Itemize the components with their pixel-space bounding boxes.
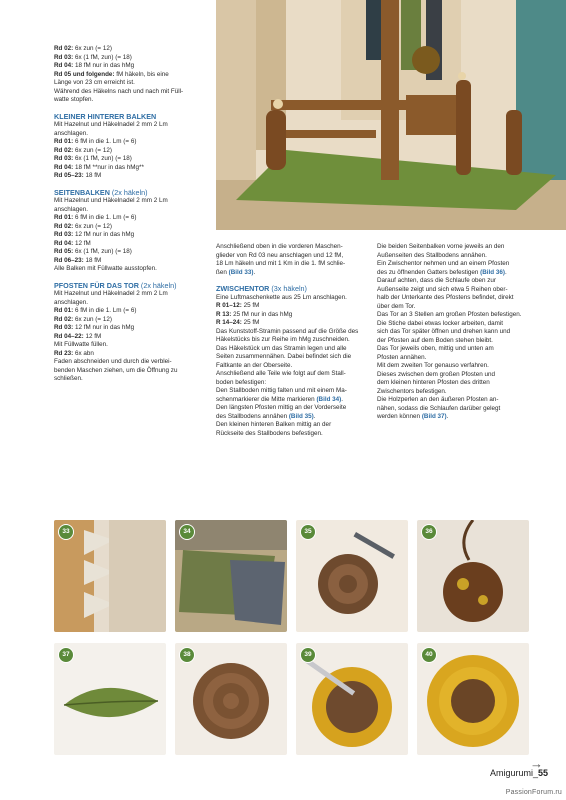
text-line xyxy=(54,206,183,215)
line-text: 12 fM nur in das hMg xyxy=(73,324,135,331)
row-label: Rd 03: xyxy=(54,155,74,162)
text-line xyxy=(377,379,521,388)
line-text: Das Kunststoff-Stramin passend auf die Größe des xyxy=(216,327,359,335)
text-line xyxy=(216,311,358,320)
photo-33 xyxy=(54,520,166,632)
text-line xyxy=(54,214,183,223)
text-line xyxy=(216,319,358,328)
text-line xyxy=(216,362,358,371)
line-text: Die Stiche dabei etwas locker arbeiten, damit xyxy=(377,319,504,327)
heading-zwischentor: ZWISCHENTOR (3x häkeln) xyxy=(216,284,307,293)
line-text: Mit dem zweiten Tor genauso verfahren. xyxy=(377,362,489,369)
line-text: Darauf achten, dass die Schlaufe oben zur xyxy=(377,277,497,284)
col2-top xyxy=(216,243,358,277)
line-text: boden befestigen: xyxy=(216,378,267,386)
col1-section-1 xyxy=(54,121,183,181)
row-label: Rd 04: xyxy=(54,163,74,171)
text-line xyxy=(54,172,183,181)
row-label: Rd 05: xyxy=(54,248,74,255)
line-text: anschlagen. xyxy=(54,129,88,137)
line-text: schließen. xyxy=(54,375,83,382)
row-label: Rd 06–23: xyxy=(54,256,84,264)
text-line xyxy=(54,231,183,240)
line-text: Anschließend oben in die vorderen Maschen- xyxy=(216,243,343,250)
row-label: Rd 03: xyxy=(54,231,74,238)
row-label: Rd 04: xyxy=(54,239,74,247)
line-end: . xyxy=(341,395,344,403)
text-line xyxy=(216,328,358,337)
line-text: 6x zun (= 12) xyxy=(73,222,112,230)
text-line xyxy=(377,337,521,346)
photo-38 xyxy=(175,643,287,755)
row-label: Rd 02: xyxy=(54,315,74,323)
line-text: schenmarkierer die Mitte markieren xyxy=(216,395,317,403)
row-label: Rd 03: xyxy=(54,324,74,331)
col2-lines xyxy=(216,294,358,439)
photo-40 xyxy=(417,643,529,755)
column-2 xyxy=(216,243,358,438)
text-line xyxy=(216,396,358,405)
line-text: 12 fM nur in das hMg xyxy=(73,231,135,238)
text-line xyxy=(54,79,183,88)
line-text: Mit Hazelnut und Häkelnadel 2 mm 2 Lm xyxy=(54,290,168,297)
line-text: 6x zun (= 12) xyxy=(73,45,112,52)
line-text: 25 fM nur in das hMg xyxy=(231,310,293,318)
text-line xyxy=(54,88,183,97)
line-text: der Pfosten auf dem Boden stehen bleibt. xyxy=(377,336,493,344)
line-text: anschlagen. xyxy=(54,298,88,306)
text-line xyxy=(54,367,183,376)
text-line xyxy=(54,62,183,71)
watermark: PassionForum.ru xyxy=(505,789,562,796)
line-text: halb der Unterkante des Pfostens befindet, direkt xyxy=(377,294,514,301)
row-label: Rd 01: xyxy=(54,138,74,145)
text-line xyxy=(216,294,358,303)
text-line xyxy=(377,286,521,295)
column-3 xyxy=(377,243,521,422)
row-label: Rd 02: xyxy=(54,45,74,52)
text-line xyxy=(216,345,358,354)
text-line xyxy=(54,54,183,63)
line-text: 6x zun (= 12) xyxy=(73,146,112,154)
line-text: Außenseite zeigt und sich etwa 5 Reihen ober- xyxy=(377,285,508,293)
line-text: Den Stallboden mittig falten und mit einem Ma- xyxy=(216,387,347,394)
page-footer xyxy=(490,768,548,778)
row-label: R 13: xyxy=(216,310,232,318)
line-text: 12 fM xyxy=(83,332,102,340)
text-line xyxy=(54,299,183,308)
line-text: über dem Tor. xyxy=(377,302,416,310)
text-line xyxy=(54,121,183,130)
figure-reference: (Bild 33) xyxy=(228,268,254,276)
line-text: Während des Häkelns nach und nach mit Füll- xyxy=(54,87,184,95)
text-line xyxy=(54,265,183,274)
text-line xyxy=(377,269,521,278)
text-line xyxy=(216,252,358,261)
figure-reference: (Bild 37) xyxy=(421,413,447,420)
text-line xyxy=(54,130,183,139)
line-text: Die Holzperlen an den äußeren Pfosten an- xyxy=(377,396,499,403)
text-line xyxy=(377,311,521,320)
text-line xyxy=(54,248,183,257)
photo-number-badge: 38 xyxy=(179,647,195,663)
line-text: Pfosten annähen. xyxy=(377,353,427,361)
row-label: R 01–12: xyxy=(216,302,242,309)
photo-number-badge: 36 xyxy=(421,524,437,540)
column-1 xyxy=(54,45,183,384)
line-text: Das Tor jeweils oben, mittig und unten am xyxy=(377,345,494,352)
text-line xyxy=(54,324,183,333)
line-text: benden Maschen ziehen, um die Öffnung zu xyxy=(54,366,178,374)
line-text: Zwischentors befestigen. xyxy=(377,387,447,395)
text-line xyxy=(216,353,358,362)
text-line xyxy=(377,252,521,261)
text-line xyxy=(377,362,521,371)
text-line xyxy=(216,387,358,396)
text-line xyxy=(216,260,358,269)
photo-number-badge: 40 xyxy=(421,647,437,663)
text-line xyxy=(377,320,521,329)
text-line xyxy=(216,302,358,311)
hero-photo-stable xyxy=(216,0,566,230)
heading-seitenbalken: SEITENBALKEN (2x häkeln) xyxy=(54,187,148,197)
line-text: des Stallbodens annähen xyxy=(216,412,289,420)
figure-reference: (Bild 36) xyxy=(480,268,505,276)
line-text: ßen xyxy=(216,268,229,276)
line-text: nähen, sodass die Schlaufen darüber gelegt xyxy=(377,404,501,412)
row-label: Rd 02: xyxy=(54,222,74,230)
text-line xyxy=(377,328,521,337)
col3-lines xyxy=(377,243,521,422)
line-text: Den längsten Pfosten mittig an der Vorderseite xyxy=(216,404,347,411)
line-text: 6x (1 fM, zun) (= 18) xyxy=(73,53,132,61)
text-line xyxy=(54,290,183,299)
next-page-arrow-icon: → xyxy=(530,756,543,771)
line-text: 18 fM **nur in das hMg** xyxy=(73,163,144,171)
line-text: 6x (1 fM, zun) (= 18) xyxy=(73,155,132,162)
line-text: Mit Füllwatte füllen. xyxy=(54,341,108,348)
line-text: 25 fM xyxy=(241,319,260,326)
heading-kleiner-hinterer-balken: KLEINER HINTERER BALKEN xyxy=(54,111,157,121)
text-line xyxy=(377,345,521,354)
line-text: Mit Hazelnut und Häkelnadel 2 mm 2 Lm xyxy=(54,121,168,128)
photo-number-badge: 34 xyxy=(179,524,195,540)
photo-number-badge: 37 xyxy=(58,647,74,663)
line-text: Anschließend alle Teile wie folgt auf dem Stall- xyxy=(216,370,346,377)
line-text: watte stopfen. xyxy=(54,96,94,103)
line-text: Ein Zwischentor nehmen und an einem Pfosten xyxy=(377,260,510,267)
text-line xyxy=(216,243,358,252)
text-line xyxy=(54,316,183,325)
line-text: Mit Hazelnut und Häkelnadel 2 mm 2 Lm xyxy=(54,197,168,204)
line-text: 12 fM xyxy=(73,239,91,247)
text-line xyxy=(54,197,183,206)
line-text: sich das Tor später öffnen und drehen kann und xyxy=(377,328,511,335)
text-line xyxy=(216,430,358,439)
text-line xyxy=(54,240,183,249)
line-text: 6x (1 fM, zun) (= 18) xyxy=(73,248,132,255)
text-line xyxy=(54,138,183,147)
photo-number-badge: 33 xyxy=(58,524,74,540)
line-text: dem kleinen hinteren Pfosten des dritten xyxy=(377,379,490,386)
line-text: Dieses zwischen dem großen Pfosten und xyxy=(377,370,495,378)
row-label: Rd 04: xyxy=(54,62,74,69)
text-line xyxy=(377,243,521,252)
line-text: werden können xyxy=(377,413,422,420)
line-text: 18 Lm häkeln und mit 1 Km in die 1. fM schlie- xyxy=(216,260,346,267)
figure-reference: (Bild 35) xyxy=(288,412,314,420)
text-line xyxy=(54,96,183,105)
text-line xyxy=(216,336,358,345)
line-text: fM häkeln, bis eine xyxy=(114,70,169,78)
text-line xyxy=(54,71,183,80)
text-line xyxy=(54,333,183,342)
text-line xyxy=(54,358,183,367)
text-line xyxy=(54,164,183,173)
line-text: Das Tor an 3 Stellen am großen Pfosten befestigen. xyxy=(377,311,522,318)
text-line xyxy=(216,413,358,422)
line-text: Das Häkelstück um das Stramin legen und alle xyxy=(216,344,347,352)
text-line xyxy=(377,303,521,312)
line-text: 18 fM xyxy=(83,256,102,264)
line-text: 6 fM in die 1. Lm (= 6) xyxy=(73,138,137,145)
text-line xyxy=(377,354,521,363)
line-text: Länge von 23 cm erreicht ist. xyxy=(54,79,135,86)
page-number: 55 xyxy=(537,768,548,778)
line-text: 18 fM nur in das hMg xyxy=(73,62,135,69)
row-label: Rd 02: xyxy=(54,146,74,154)
text-line xyxy=(54,147,183,156)
text-line xyxy=(216,370,358,379)
line-text: Außenseiten des Stallbodens annähen. xyxy=(377,251,487,259)
text-line xyxy=(377,396,521,405)
line-text: 25 fM xyxy=(241,302,260,309)
photo-number-badge: 35 xyxy=(300,524,316,540)
row-label: Rd 23: xyxy=(54,349,74,357)
figure-reference: (Bild 34) xyxy=(316,395,342,403)
text-line xyxy=(54,350,183,359)
line-text: Faltkante an der Oberseite. xyxy=(216,361,293,369)
line-text: Faden abschneiden und durch die verblei- xyxy=(54,358,172,365)
magazine-name: Amigurumi_ xyxy=(489,768,538,778)
text-line xyxy=(377,413,521,422)
photo-39 xyxy=(296,643,408,755)
line-text: Die beiden Seitenbalken vorne jeweils an den xyxy=(377,243,505,250)
line-text: Den kleinen hinteren Balken mittig an der xyxy=(216,421,332,428)
line-text: glieder von Rd 03 neu anschlagen und 12 fM, xyxy=(216,251,344,259)
text-line xyxy=(54,223,183,232)
text-line xyxy=(377,371,521,380)
line-text: 6x abn xyxy=(73,349,94,357)
text-line xyxy=(377,277,521,286)
text-line xyxy=(377,405,521,414)
row-label: Rd 05 und folgende: xyxy=(54,70,115,78)
row-label: R 14–24: xyxy=(216,319,242,326)
row-label: Rd 04–22: xyxy=(54,332,84,340)
col1-section-2 xyxy=(54,197,183,274)
row-label: Rd 05–23: xyxy=(54,172,84,179)
line-text: Seiten zusammennähen. Dabei befindet sich die xyxy=(216,353,352,360)
line-text: Alle Balken mit Füllwatte ausstopfen. xyxy=(54,265,157,272)
text-line xyxy=(377,260,521,269)
photo-35 xyxy=(296,520,408,632)
text-line xyxy=(54,45,183,54)
photo-34 xyxy=(175,520,287,632)
text-line xyxy=(54,375,183,384)
text-line xyxy=(216,379,358,388)
text-line xyxy=(54,155,183,164)
photo-37 xyxy=(54,643,166,755)
row-label: Rd 01: xyxy=(54,214,74,221)
row-label: Rd 03: xyxy=(54,53,74,61)
line-text: 6x zun (= 12) xyxy=(73,315,112,323)
photo-36 xyxy=(417,520,529,632)
text-line xyxy=(377,294,521,303)
text-line xyxy=(54,257,183,266)
text-line xyxy=(54,341,183,350)
text-line xyxy=(54,307,183,316)
text-line xyxy=(216,269,358,278)
text-line xyxy=(377,388,521,397)
col1-intro xyxy=(54,45,183,105)
line-text: 18 fM xyxy=(83,172,102,179)
line-text: 6 fM in die 1. Lm (= 6) xyxy=(73,307,137,314)
line-end: . xyxy=(313,412,316,420)
line-end: . xyxy=(253,268,256,276)
line-text: Rückseite des Stallbodens befestigen. xyxy=(216,429,323,437)
col1-section-3 xyxy=(54,290,183,384)
line-text: Eine Luftmaschenkette aus 25 Lm anschlagen. xyxy=(216,293,347,301)
row-label: Rd 01: xyxy=(54,307,74,314)
line-text: des zu öffnenden Gatters befestigen xyxy=(377,268,481,276)
text-line xyxy=(216,421,358,430)
heading-pfosten-fuer-das-tor: PFOSTEN FÜR DAS TOR (2x häkeln) xyxy=(54,280,177,290)
line-text: anschlagen. xyxy=(54,205,88,213)
text-line xyxy=(216,404,358,413)
photo-number-badge: 39 xyxy=(300,647,316,663)
line-end: . xyxy=(446,413,449,420)
line-text: 6 fM in die 1. Lm (= 6) xyxy=(73,214,137,221)
line-text: Häkelstücks bis zur Reihe im hMg zuschneiden. xyxy=(216,336,350,343)
line-end: . xyxy=(505,268,507,276)
